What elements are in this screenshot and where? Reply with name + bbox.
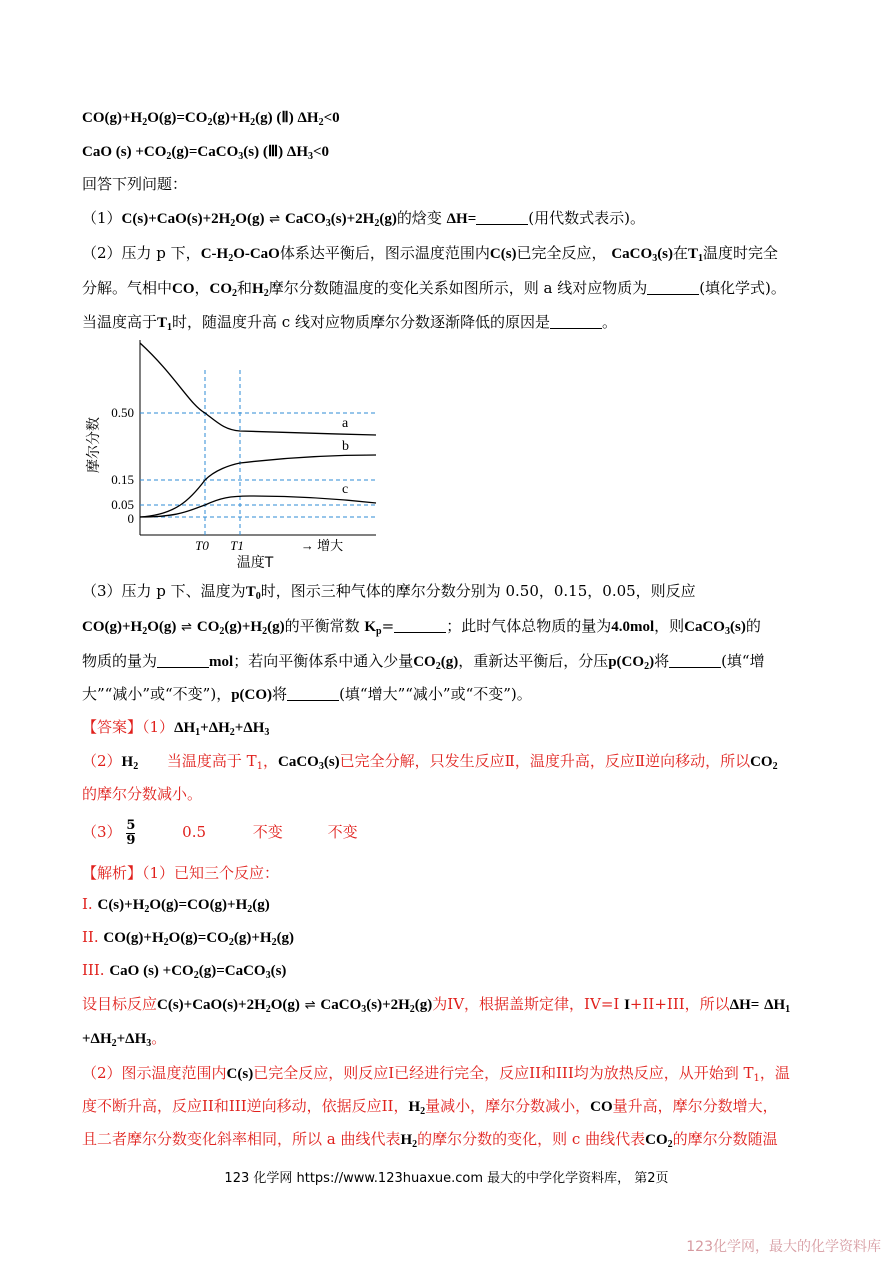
explanation-2-line-1: （2）图示温度范围内C(s)已完全反应，则反应I已经进行完全，反应II和III均为放热反应，从开始到 $T_1$，温 bbox=[82, 1064, 790, 1084]
explanation-hess-line-2: $+\Delta H_2+\Delta H_3$。 bbox=[82, 1029, 167, 1049]
answer-1: 【答案】$(1)\Delta H_1+\Delta H_2+\Delta H_3$ bbox=[82, 718, 270, 738]
question-3-line-3: 物质的量为 mol；若向平衡体系中通入少量$CO_2(g)$，重新达平衡后，分压$p(CO_2)$将 (填“增 bbox=[82, 652, 765, 672]
equilibrium-arrow-icon: ⇌ bbox=[269, 212, 281, 227]
y-tick-label: 0 bbox=[127, 511, 134, 526]
x-tick-label: T0 bbox=[195, 538, 209, 553]
y-axis-label: 摩尔分数 bbox=[86, 417, 102, 473]
explanation-reaction-2: II. $CO(g)+H_2O(g)=CO_2(g)+H_2(g)$ bbox=[82, 928, 295, 948]
answer-blank bbox=[550, 314, 602, 329]
question-1: $(1)C(s)+CaO(s)+2H_2O(g)$ ⇌ $CaCO_3(s)+2H_2(g)$的焓变 ΔH= (用代数式表示)。 bbox=[82, 209, 645, 229]
answer-blank bbox=[476, 210, 528, 225]
x-axis-label: 温度T bbox=[236, 555, 274, 571]
question-2-line-2: 分解。气相中CO，$CO_2$和$H_2$摩尔分数随温度的变化关系如图所示，则 a 线对应物质为 (填化学式)。 bbox=[82, 279, 786, 299]
curve-b bbox=[140, 455, 376, 517]
explanation-hess-line-1: 设目标反应$C(s)+CaO(s)+2H_2O(g)$ ⇌ $CaCO_3(s)+2H_2(g)$为IV，根据盖斯定律，IV=I I+II+III，所以$\Delta H= \Delta H_1$ bbox=[82, 995, 791, 1015]
question-3-line-2: $CO(g)+H_2O(g)$ ⇌ $CO_2(g)+H_2(g)$的平衡常数 $K_p=$ ；此时气体总物质的量为4.0mol，则CaCO$_3$(s)的 bbox=[82, 617, 761, 637]
explanation-reaction-3: III. CaO $(s) +CO_2(g)=CaCO_3(s)$ bbox=[82, 961, 287, 981]
series-label-c: c bbox=[342, 482, 349, 497]
curve-a bbox=[140, 343, 376, 435]
answer-blank bbox=[287, 686, 339, 701]
explanation-header: 【解析】（1）已知三个反应： bbox=[82, 864, 280, 882]
answer-blank bbox=[157, 653, 209, 668]
answer-blank bbox=[394, 618, 446, 633]
question-2-line-1: （2）压力 p 下，$C-H_2O$-CaO体系达平衡后，图示温度范围内C(s)已完全反应， CaCO$_3$(s)在$T_1$温度时完全 bbox=[82, 244, 779, 264]
mole-fraction-chart bbox=[80, 335, 390, 575]
watermark: 123化学网，最大的化学资料库 bbox=[686, 1239, 881, 1255]
y-tick-label: 0.15 bbox=[111, 472, 134, 487]
series-label-b: b bbox=[342, 439, 349, 454]
question-3-line-4: 大”“减小”或“不变”)，p(CO)将 (填“增大”“减小”或“不变”)。 bbox=[82, 685, 532, 703]
y-tick-label: 0.05 bbox=[111, 497, 134, 512]
answer-3: （3） $\frac{5}{9}$ 0.5 不变 不变 bbox=[82, 817, 358, 848]
question-2-line-3: 当温度高于$T_1$时，随温度升高 c 线对应物质摩尔分数逐渐降低的原因是 。 bbox=[82, 313, 617, 333]
answer-2-line-2: 的摩尔分数减小。 bbox=[82, 785, 203, 803]
reaction-3: CaO $(s) +CO_2(g)=CaCO_3(s)$ (Ⅲ) $\Delta H_3<0$ bbox=[82, 144, 330, 162]
explanation-2-line-3: 且二者摩尔分数变化斜率相同，所以 a 曲线代表$H_2$的摩尔分数的变化，则 c 曲线代表$CO_2$的摩尔分数随温 bbox=[82, 1130, 778, 1150]
explanation-2-line-2: 度不断升高，反应II和III逆向移动，依据反应II，$H_2$量减小，摩尔分数减小，CO量升高，摩尔分数增大， bbox=[82, 1097, 778, 1117]
equilibrium-arrow-icon: ⇌ bbox=[181, 620, 193, 635]
y-tick-label: 0.50 bbox=[111, 405, 134, 420]
question-3-line-1: （3）压力 p 下、温度为$T_0$时，图示三种气体的摩尔分数分别为 0.50，0.15，0.05，则反应 bbox=[82, 582, 696, 602]
intro-text: 回答下列问题： bbox=[82, 175, 188, 193]
answer-blank bbox=[669, 653, 721, 668]
explanation-reaction-1: I. $C(s)+H_2O(g)=CO(g)+H_2(g)$ bbox=[82, 895, 270, 915]
answer-blank bbox=[647, 280, 699, 295]
x-tick-label: → 增大 bbox=[300, 538, 344, 553]
equilibrium-arrow-icon: ⇌ bbox=[304, 998, 316, 1013]
x-tick-label: T1 bbox=[230, 538, 244, 553]
page-footer: 123 化学网 https://www.123huaxue.com 最大的中学化学资料库， 第2页 bbox=[224, 1171, 669, 1186]
series-label-a: a bbox=[342, 416, 349, 431]
curve-c bbox=[140, 496, 376, 517]
reaction-2: $CO(g)+H_2O(g)=CO_2(g)+H_2(g)$ (Ⅱ) $\Delta H_2<0$ bbox=[82, 110, 340, 128]
answer-2-line-1: $(2)H_2$ 当温度高于 $T_1$，CaCO$_3$(s)已完全分解，只发生反应Ⅱ，温度升高，反应Ⅱ逆向移动，所以$CO_2$ bbox=[82, 752, 778, 772]
fraction-answer: $\frac{5}{9}$ bbox=[126, 817, 136, 848]
